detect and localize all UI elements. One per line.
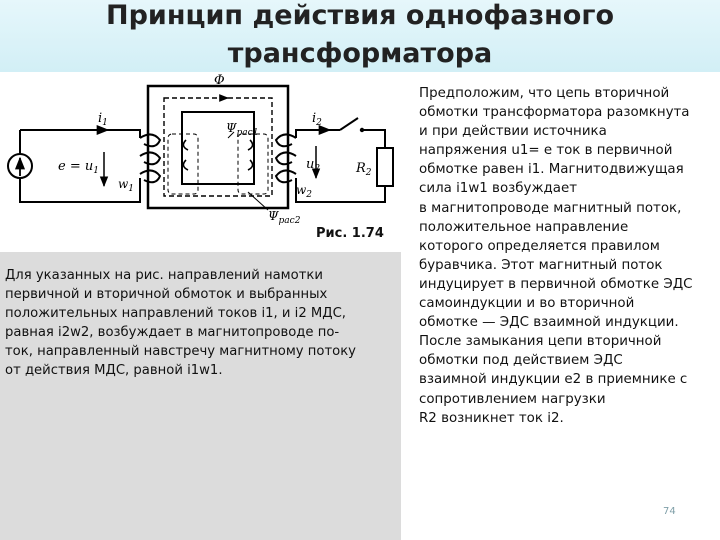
left-text-line: первичной и вторичной обмоток и выбранных (5, 287, 328, 302)
right-text-line: положительное направление (419, 219, 629, 235)
title-banner (0, 0, 720, 72)
w2-label: $w_2$ (296, 183, 313, 200)
right-text-line: обмотке равен i1. Магнитодвижущая (419, 162, 684, 178)
right-text-line: сопротивлением нагрузки (419, 391, 606, 407)
left-paragraph (5, 266, 397, 380)
page-number: 74 (663, 506, 676, 517)
left-text-line: положительных направлений токов i1, и i2 МДС, (5, 306, 346, 321)
secondary-winding (276, 134, 296, 182)
core-outer (148, 86, 288, 208)
slide-title-line-1: Принцип действия однофазного (105, 0, 615, 31)
right-text-line: буравчика. Этот магнитный поток (419, 257, 663, 273)
inner-winding-marks (183, 140, 252, 170)
secondary-wire-top (296, 130, 340, 138)
slide-title (0, 0, 720, 73)
flux-label: Φ (214, 74, 225, 88)
primary-wire-top (20, 130, 140, 138)
primary-winding (140, 134, 160, 182)
i2-label: $i_2$ (312, 111, 322, 128)
right-text-line: самоиндукции и во вторичной (419, 296, 635, 312)
core-inner (182, 112, 254, 184)
right-text-line: После замыкания цепи вторичной (419, 334, 662, 350)
slide-title-line-2: трансформатора (227, 38, 493, 69)
right-text-line: R2 возникнет ток i2. (419, 410, 564, 426)
right-text-line: обмотки трансформатора разомкнута (419, 105, 690, 121)
u2-label: $u_2$ (306, 157, 321, 174)
e-u1-label: $e = u_1$ (58, 159, 99, 176)
right-text-line: обмотке — ЭДС взаимной индукции. (419, 315, 679, 331)
switch-contact (360, 128, 364, 132)
left-text-line: равная i2w2, возбуждает в магнитопроводе по- (5, 325, 340, 340)
right-text-line: сила i1w1 возбуждает (419, 181, 578, 197)
switch-blade (340, 118, 358, 130)
right-text-line: которого определяется правилом (419, 238, 660, 254)
right-text-line: и при действии источника (419, 124, 607, 140)
left-text-line: ток, направленный навстречу магнитному потоку (5, 344, 356, 359)
right-text-line: индуцирует в первичной обмотке ЭДС (419, 276, 693, 292)
right-paragraph (419, 84, 717, 428)
right-text-line: напряжения u1= e ток в первичной (419, 143, 673, 159)
right-text-line: в магнитопроводе магнитный поток, (419, 200, 682, 216)
psi-pac2-label: $\Psi_{pac2}$ (268, 209, 301, 226)
load-resistor (377, 148, 393, 186)
i1-label: $i_1$ (98, 111, 108, 128)
left-text-line: от действия МДС, равной i1w1. (5, 363, 223, 378)
psi-pac1-label: $\Psi_{pac1}$ (226, 121, 259, 138)
right-text-line: обмотки под действием ЭДС (419, 353, 623, 369)
figure-caption: Рис. 1.74 (316, 226, 384, 241)
left-text-line: Для указанных на рис. направлений намотки (5, 268, 323, 283)
w1-label: $w_1$ (118, 177, 135, 194)
right-text-line: взаимной индукции е2 в приемнике с (419, 372, 688, 388)
r2-label: $R_2$ (356, 161, 372, 178)
right-text-line: Предположим, что цепь вторичной (419, 86, 670, 101)
